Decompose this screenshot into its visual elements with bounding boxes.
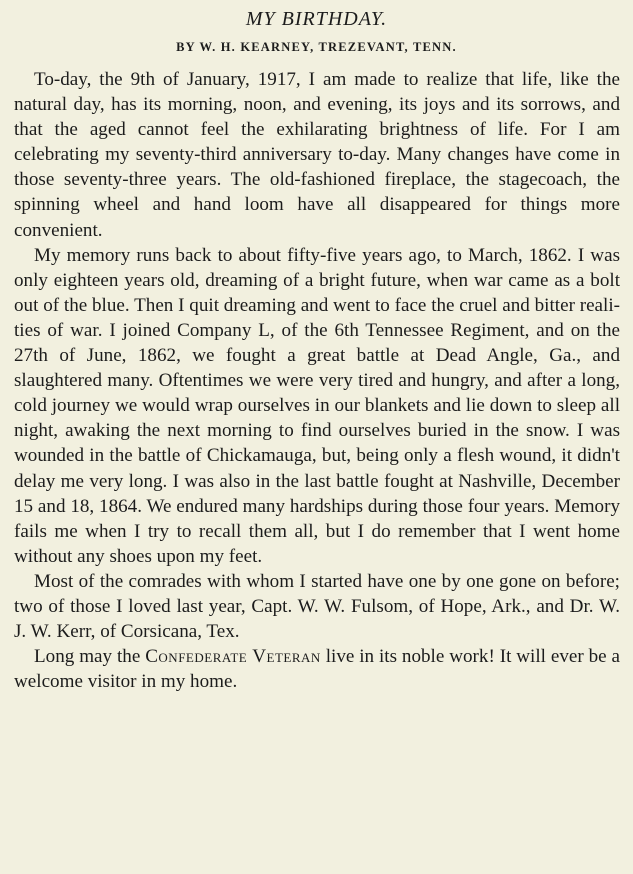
article-title: MY BIRTHDAY. <box>245 8 388 30</box>
paragraph-war-memory: My memory runs back to about fifty-five years ago, to March, 1862. I was only eighteen years old, dreaming of a bright future, when war came as a bolt out of the blue. Then I quit dreaming and went to face the cruel and bitter realities of war. I joined Company L, of the 6th Tennessee Regiment, and on the 27th of June, 1862, we fought a great battle at Dead Angle, Ga., and slaughtered many. Oftentimes we were very tired and hungry, and after a long, cold journey we would wrap ourselves in our blankets and lie down to sleep all night, awaking the next morning to find ourselves buried in the snow. I was wounded in the battle of Chickamauga, but, being only a flesh wound, it didn't delay me very long. I was also in the last battle fought at Nashville, December 15 and 18, 1864. We endured many hardships during those four years. Memory fails me when I try to recall them all, but I do remember that I went home without any shoes upon my feet. <box>14 244 620 567</box>
paragraph-closing <box>14 644 620 694</box>
paragraph-birthday: To-day, the 9th of January, 1917, I am made to realize that life, like the natural day, has its morning, noon, and evening, its joys and its sorrows, and that the aged cannot feel the exhilarating brightness of life. For I am celebrating my seventy-third anniversary to-day. Many changes have come in those seventy-three years. The old-fashioned fireplace, the stagecoach, the spinning wheel and hand loom have all disappeared for things more convenient. <box>14 69 620 241</box>
article-byline: BY W. H. KEARNEY, TREZEVANT, TENN. <box>176 40 457 54</box>
closing-text-after: live in its noble work! It will ever be a welcome visitor in my home. <box>14 646 621 693</box>
publication-name: Confederate Veteran <box>145 646 321 668</box>
paragraph-comrades: Most of the comrades with whom I started have one by one gone on before; two of those I loved last year, Capt. W. W. Fulsom, of Hope, Ark., and Dr. W. J. W. Kerr, of Corsicana, Tex. <box>14 570 620 643</box>
closing-text-before: Long may the <box>34 646 146 668</box>
article-body <box>14 67 620 694</box>
